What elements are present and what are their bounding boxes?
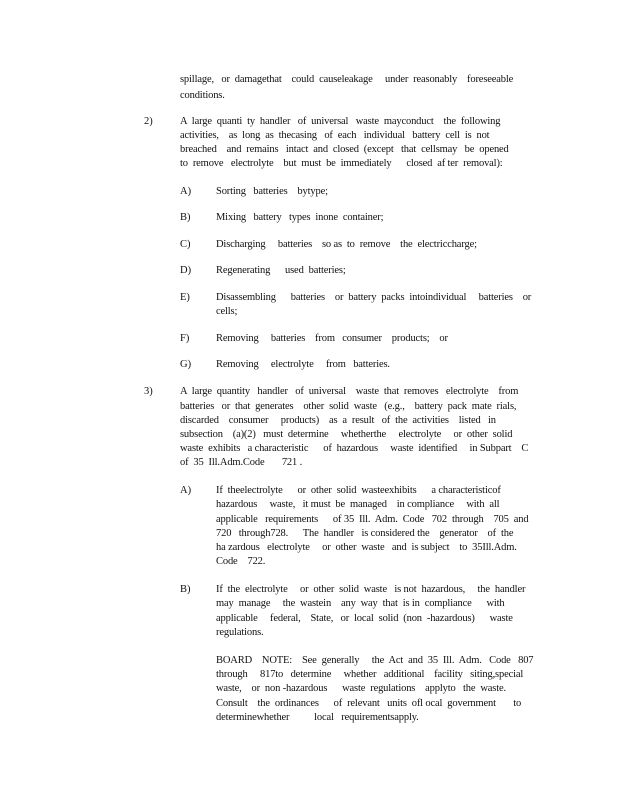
subitem-line: hazardous waste, it must be managed in compliance with all <box>216 499 500 510</box>
subitem-line: If the electrolyte or other solid waste is not hazardous, the handler <box>216 584 526 595</box>
body-line: to remove electrolyte but must be immediately closed af ter removal): <box>180 158 503 169</box>
body-line: batteries or that generates other solid waste (e.g., battery pack mate rials, <box>180 401 517 412</box>
subitem-line: Code 722. <box>216 556 266 567</box>
body-line: discarded consumer products) as a result of the activities listed in <box>180 415 496 426</box>
body-line: conditions. <box>180 90 225 101</box>
board-note-line: through 817to determine whether additional facility siting,special <box>216 669 524 680</box>
subitem-line: applicable requirements of 35 Ill. Adm. Code 702 through 705 and <box>216 514 529 525</box>
item-number: 2) <box>144 116 153 127</box>
subitem-line: Sorting batteries bytype; <box>216 186 328 197</box>
subitem-number: A) <box>180 485 192 496</box>
subitem-number: G) <box>180 359 192 370</box>
body-line: spillage, or damagethat could causeleakage under reasonably foreseeable <box>180 74 514 85</box>
subitem-line: may manage the wastein any way that is in compliance with <box>216 598 505 609</box>
subitem-line: Mixing battery types inone container; <box>216 212 384 223</box>
item-number: 3) <box>144 386 153 397</box>
subitem-number: F) <box>180 333 190 344</box>
subitem-line: Regenerating used batteries; <box>216 265 346 276</box>
subitem-line: 720 through728. The handler is considered the generator of the <box>216 528 514 539</box>
subitem-line: Removing electrolyte from batteries. <box>216 359 390 370</box>
subitem-line: Discharging batteries so as to remove the electriccharge; <box>216 239 477 250</box>
board-note-line: Consult the ordinances of relevant units ofl ocal government to <box>216 698 522 709</box>
board-note-line: waste, or non -hazardous waste regulations applyto the waste. <box>216 683 506 694</box>
subitem-line: Disassembling batteries or battery packs intoindividual batteries or <box>216 292 532 303</box>
subitem-number: A) <box>180 186 192 197</box>
subitem-number: C) <box>180 239 191 250</box>
subitem-line: Removing batteries from consumer products; or <box>216 333 448 344</box>
subitem-number: D) <box>180 265 192 276</box>
body-line: of 35 Ill.Adm.Code 721 . <box>180 457 303 468</box>
body-line: subsection (a)(2) must determine whetherthe electrolyte or other solid <box>180 429 513 440</box>
subitem-number: E) <box>180 292 190 303</box>
board-note-line: BOARD NOTE: See generally the Act and 35 Ill. Adm. Code 807 <box>216 655 534 666</box>
board-note-line: determinewhether local requirementsapply. <box>216 712 419 723</box>
subitem-line: cells; <box>216 306 238 317</box>
subitem-line: applicable federal, State, or local solid (non -hazardous) waste <box>216 613 513 624</box>
body-line: activities, as long as thecasing of each individual battery cell is not <box>180 130 490 141</box>
body-line: A large quanti ty handler of universal waste mayconduct the following <box>180 116 501 127</box>
subitem-line: If theelectrolyte or other solid wasteexhibits a characteristicof <box>216 485 501 496</box>
subitem-number: B) <box>180 584 191 595</box>
subitem-number: B) <box>180 212 191 223</box>
body-line: A large quantity handler of universal waste that removes electrolyte from <box>180 386 519 397</box>
subitem-line: regulations. <box>216 627 264 638</box>
body-line: breached and remains intact and closed (except that cellsmay be opened <box>180 144 509 155</box>
subitem-line: ha zardous electrolyte or other waste and is subject to 35Ill.Adm. <box>216 542 517 553</box>
body-line: waste exhibits a characteristic of hazardous waste identified in Subpart C <box>180 443 529 454</box>
